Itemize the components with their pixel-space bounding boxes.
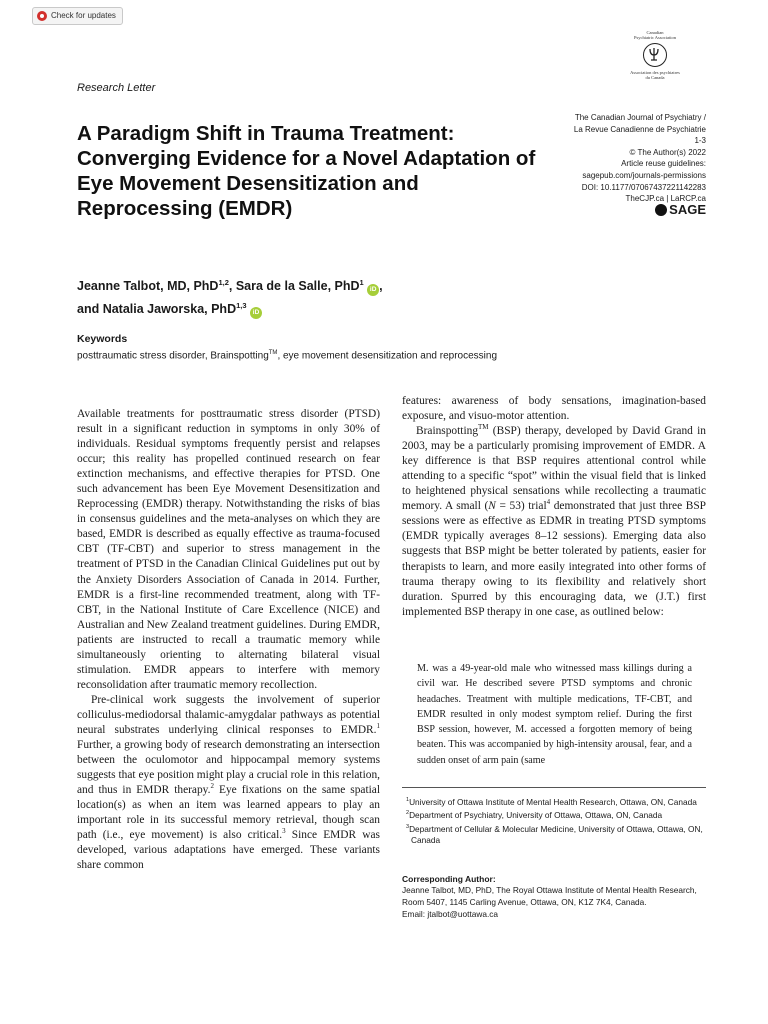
psi-emblem-icon — [643, 43, 667, 67]
page-range: 1-3 — [694, 136, 706, 146]
citation-ref[interactable]: 2 — [210, 782, 214, 791]
body-paragraph: features: awareness of body sensations, imagination-based exposure, and visuo-motor attention. — [402, 395, 706, 423]
body-text: Pre-clinical work suggests the involvement of superior colliculus-mediodorsal thalamic-amygdalar pathways as potential neural substrates underlying clinical responses to EMDR. — [77, 693, 380, 736]
author-separator: , — [379, 279, 383, 294]
author-name: Sara de la Salle, PhD — [235, 279, 360, 294]
email-label: Email: — [402, 908, 428, 919]
body-text: demonstrated that just three BSP sessions were as effective as EDMR in treating PTSD symptoms (EMDR typically averages 8–12 sessions). Emerging data also suggests that BSP might be better tolerated by patients, easier for therapists to learn, and more easily integrated into other forms of trauma therapy owing to its flexibility and relatively short duration. Spurred by this encouraging data, we (J.T.) first implemented BSP therapy in one case, as outlined below: — [402, 500, 706, 618]
body-right-column — [402, 394, 706, 620]
section-label: Research Letter — [77, 82, 156, 94]
affiliations — [402, 795, 706, 847]
author-affiliation-ref: 1,3 — [236, 301, 247, 311]
journal-sites[interactable]: TheCJP.ca | LaRCP.ca — [625, 194, 706, 204]
author-list — [77, 273, 597, 319]
logo-text-bottom-2: du Canada — [645, 75, 665, 80]
author-name: Jeanne Talbot, MD, PhD — [77, 279, 219, 294]
check-for-updates-label: Check for updates — [51, 11, 116, 20]
body-text: (BSP) therapy, developed by David Grand in 2003, may be a particularly promising improvement of EMDR. A key difference is that BSP requires attentional control while attending to a specific “spot” within the visual field that is linked to heightened physical sensations while recollecting a traumatic memory. A small ( — [402, 425, 706, 513]
check-for-updates-button[interactable] — [32, 7, 123, 25]
keywords-text — [77, 346, 637, 363]
reuse-label: Article reuse guidelines: — [621, 159, 706, 169]
body-paragraph — [402, 424, 706, 620]
affiliation-item — [402, 822, 706, 847]
journal-name-fr: La Revue Canadienne de Psychiatrie — [573, 124, 706, 134]
keywords-heading: Keywords — [77, 333, 128, 345]
trademark-sup: TM — [268, 350, 278, 356]
author-separator: , — [228, 279, 236, 294]
body-text: Eye fixations on the same spatial location(s) as when an item was learned appears to play an important role in its successful memory retrieval, though scan path (i.e., eye movement) is also critical. — [77, 784, 381, 842]
sage-mark-icon — [655, 204, 667, 216]
keywords-part: posttraumatic stress disorder, Brainspotting — [77, 350, 269, 362]
association-logo — [600, 30, 710, 100]
sage-logo — [655, 202, 706, 217]
body-paragraph — [77, 693, 380, 874]
body-text: Further, a growing body of research demonstrating an intersection between the oculomotor and hippocampal memory systems suggests that eye position might play a crucial role in this relation, and thus in EMDR therapy. — [77, 739, 380, 797]
email-link[interactable]: jtalbot@uottawa.ca — [427, 908, 499, 919]
corresponding-author-email-line — [402, 909, 706, 921]
corresponding-author-details — [402, 885, 706, 920]
keywords-part: , eye movement desensitization and reprocessing — [277, 350, 498, 362]
logo-text-top-2: Psychiatric Association — [633, 35, 677, 40]
trademark-sup: TM — [478, 423, 489, 432]
body-text: = 53) trial — [495, 500, 547, 513]
citation-ref[interactable]: 4 — [546, 498, 551, 507]
article-title: A Paradigm Shift in Trauma Treatment: Converging Evidence for a Novel Adaptation of Eye Movement Desensitization and Reprocessing (EMDR) — [77, 122, 536, 220]
orcid-icon[interactable]: iD — [250, 307, 262, 319]
affiliation-text: University of Ottawa Institute of Mental Health Research, Ottawa, ON, Canada — [409, 796, 697, 807]
citation-ref[interactable]: 3 — [282, 827, 286, 836]
sage-label: SAGE — [669, 202, 706, 217]
affiliation-number: 3 — [406, 823, 410, 830]
orcid-icon[interactable]: iD — [367, 284, 379, 296]
body-left-column — [77, 407, 380, 873]
corresponding-author-heading: Corresponding Author: — [402, 874, 496, 884]
citation-ref[interactable]: 1 — [376, 722, 380, 731]
affiliation-number: 1 — [406, 797, 410, 803]
sample-size-symbol: N — [488, 500, 496, 513]
crossmark-icon — [37, 11, 47, 21]
body-text: Since EMDR was developed, various adaptations have emerged. These variants share common — [77, 829, 380, 872]
reuse-link[interactable]: sagepub.com/journals-permissions — [582, 170, 706, 180]
body-paragraph: Available treatments for posttraumatic stress disorder (PTSD) result in a significant reduction in symptoms in only 30% of individuals. Residual symptoms frequently persist and relapses occur; this reality has propelled continued research on fear extinction mechanisms, and effective therapies for PTSD. One such advancement has been Eye Movement Desensitization and Reprocessing (EMDR) therapy. Notwithstanding the risks of bias in consensus guidelines and the meta-analyses on which they are based, EMDR is described as equally effective as trauma-focused CBT (TF-CBT) and superior to stress management in the treatment of PTSD in the Canadian Clinical Guidelines put out by the Anxiety Disorders Association of Canada in 2014. Further, EMDR is a first-line recommended treatment, along with TF-CBT, in the National Institute of Care Excellence (NICE) and Australian and New Zealand treatment guidelines. During EMDR, patients are instructed to recall a traumatic memory while simultaneously orienting to alternating bilateral visual stimulation. EMDR appears to interfere with memory reconsolidation after traumatic memory recollection. — [77, 408, 380, 691]
author-affiliation-ref: 1 — [359, 278, 364, 287]
author-affiliation-ref: 1,2 — [218, 278, 229, 287]
affiliation-item — [402, 795, 706, 808]
logo-text-bottom-1: Association des psychiatres — [630, 70, 680, 75]
affiliation-number: 2 — [406, 810, 410, 817]
logo-text-top-1: Canadian — [646, 30, 664, 35]
footnote-divider — [402, 787, 706, 788]
affiliation-text: Department of Cellular & Molecular Medicine, University of Ottawa, Ottawa, ON, Canada — [409, 823, 703, 846]
journal-name-en: The Canadian Journal of Psychiatry / — [574, 113, 706, 122]
author-name: Natalia Jaworska, PhD — [102, 302, 237, 317]
corresponding-author-address: Jeanne Talbot, MD, PhD, The Royal Ottawa Institute of Mental Health Research, Room 5407, 1145 Carling Avenue, Ottawa, ON, K1Z 7K4, Canada. — [402, 885, 697, 907]
doi[interactable]: DOI: 10.1177/07067437221142283 — [581, 182, 706, 192]
copyright: © The Author(s) 2022 — [629, 147, 706, 157]
affiliation-text: Department of Psychiatry, University of Ottawa, Ottawa, ON, Canada — [409, 810, 663, 821]
body-text: Brainspotting — [416, 425, 479, 438]
author-conjunction: and — [77, 302, 103, 317]
affiliation-item — [402, 808, 706, 821]
journal-meta — [526, 112, 706, 205]
case-description: M. was a 49-year-old male who witnessed mass killings during a civil war. He described severe PTSD symptoms and chronic headaches. Treatment with multiple medications, TF-CBT, and EMDR resulted in only modest symptom relief. During the first BSP session, however, M. accessed a forgotten memory of being beaten. This was accompanied by high-intensity arousal, fear, and a sudden onset of arm pain (same — [417, 663, 692, 766]
